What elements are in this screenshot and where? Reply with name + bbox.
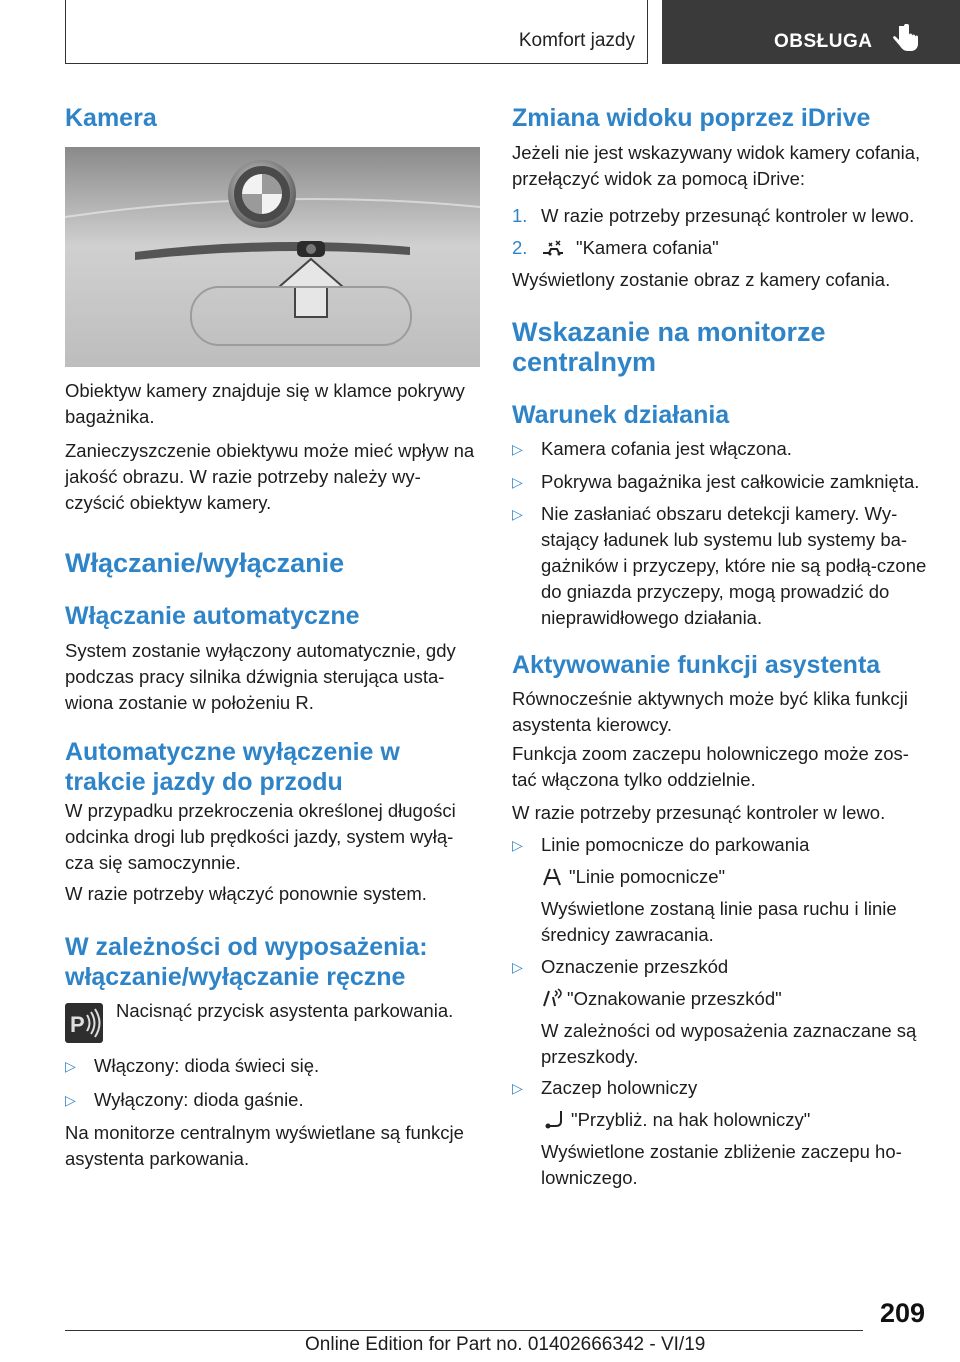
item-parking-lines-title: Linie pomocnicze do parkowania (541, 834, 810, 855)
manual-paragraph: Nacisnąć przycisk asystenta parkowania. (116, 1000, 454, 1021)
idrive-result: Wyświetlony zostanie obraz z kamery cofania. (512, 269, 891, 290)
footer-edition: Online Edition for Part no. 01402666342 - VI/19 (305, 1334, 706, 1355)
bullet-triangle-icon: ▷ (65, 1092, 76, 1108)
auto-paragraph: System zostanie wyłączony automatycznie, gdy podczas pracy silnika dźwignia sterująca usta‐wiona zostanie w położeniu R. (65, 640, 456, 713)
bullet-triangle-icon: ▷ (512, 441, 523, 457)
footer-divider (65, 1330, 863, 1331)
bullet-triangle-icon: ▷ (512, 506, 523, 522)
bullet-triangle-icon: ▷ (65, 1058, 76, 1074)
bullet-triangle-icon: ▷ (512, 474, 523, 490)
onoff-heading: Włączanie/wyłączanie (65, 548, 345, 578)
rear-camera-icon (541, 239, 565, 257)
forward-heading: Automatyczne wyłączenie w trakcie jazdy do przodu (65, 738, 400, 796)
forward-paragraph-1: W przypadku przekroczenia określonej długości odcinka drogi lub prędkości jazdy, system wyłą‐cza się samoczynnie. (65, 800, 456, 873)
idrive-heading: Zmiana widoku poprzez iDrive (512, 104, 871, 132)
kamera-heading: Kamera (65, 104, 157, 132)
auto-heading: Włączanie automatyczne (65, 602, 360, 630)
condition-heading: Warunek działania (512, 401, 730, 429)
manual-heading: W zależności od wyposażenia: włączanie/wyłączanie ręczne (65, 933, 428, 991)
header-section-box (65, 0, 648, 64)
step-number: 1. (512, 205, 528, 226)
bullet-triangle-icon: ▷ (512, 1080, 523, 1096)
page-number: 209 (880, 1298, 926, 1328)
hand-pointer-icon (893, 24, 921, 54)
closing-paragraph: Na monitorze centralnym wyświetlane są funkcje asystenta parkowania. (65, 1122, 464, 1169)
kamera-paragraph-1: Obiektyw kamery znajduje się w klamce pokrywy bagażnika. (65, 380, 465, 427)
bullet-triangle-icon: ▷ (512, 837, 523, 853)
item-obstacles-menu: "Oznakowanie przeszkód" (567, 988, 782, 1009)
tow-hitch-icon (543, 1109, 565, 1129)
assist-paragraph-3: W razie potrzeby przesunąć kontroler w lewo. (512, 802, 886, 823)
step-1-text: W razie potrzeby przesunąć kontroler w lewo. (541, 205, 915, 226)
item-hitch-title: Zaczep holowniczy (541, 1077, 698, 1098)
parking-assist-button-icon (65, 1003, 103, 1043)
kamera-paragraph-2: Zanieczyszczenie obiektywu może mieć wpływ na jakość obrazu. W razie potrzeby należy wy‐czyścić obiektyw kamery. (65, 440, 475, 513)
forward-paragraph-2: W razie potrzeby włączyć ponownie system. (65, 883, 427, 904)
item-hitch-desc: Wyświetlone zostanie zbliżenie zaczepu ho‐lowniczego. (541, 1141, 902, 1188)
condition-bullet-3: Nie zasłaniać obszaru detekcji kamery. Wy‐stający ładunek lub systemu lub systemy ba‐gażników i przyczepy, które nie są podłą‐czone do gniazda przyczepy, mogą prowadzić do nieprawidłowego działania. (541, 503, 927, 628)
header-section-title: Komfort jazdy (518, 30, 635, 51)
header-chapter-title: OBSŁUGA (774, 31, 873, 52)
step-number: 2. (512, 237, 528, 258)
condition-bullet-2: Pokrywa bagażnika jest całkowicie zamknięta. (541, 471, 920, 492)
obstacle-marking-icon (541, 988, 563, 1008)
bullet-on: Włączony: dioda świeci się. (94, 1055, 320, 1076)
parking-lines-icon (541, 867, 563, 887)
condition-bullet-1: Kamera cofania jest włączona. (541, 438, 792, 459)
item-parking-lines-desc: Wyświetlone zostaną linie pasa ruchu i linie średnicy zawracania. (541, 898, 897, 945)
item-obstacles-desc: W zależności od wyposażenia zaznaczane są przeszkody. (541, 1020, 917, 1067)
assist-heading: Aktywowanie funkcji asystenta (512, 651, 881, 679)
camera-photo (65, 147, 480, 367)
monitor-heading: Wskazanie na monitorze centralnym (512, 317, 826, 377)
svg-text:P: P (70, 1012, 85, 1037)
bullet-off: Wyłączony: dioda gaśnie. (94, 1089, 304, 1110)
step-2-text: "Kamera cofania" (576, 237, 719, 258)
assist-paragraph-2: Funkcja zoom zaczepu holowniczego może zos‐tać włączona tylko oddzielnie. (512, 743, 909, 790)
assist-paragraph-1: Równocześnie aktywnych może być klika funkcji asystenta kierowcy. (512, 688, 908, 735)
item-hitch-menu: "Przybliż. na hak holowniczy" (571, 1109, 811, 1130)
bullet-triangle-icon: ▷ (512, 959, 523, 975)
header-chapter-tab (662, 0, 960, 64)
item-obstacles-title: Oznaczenie przeszkód (541, 956, 729, 977)
item-parking-lines-menu: "Linie pomocnicze" (569, 866, 726, 887)
idrive-paragraph: Jeżeli nie jest wskazywany widok kamery cofania, przełączyć widok za pomocą iDrive: (512, 142, 921, 189)
